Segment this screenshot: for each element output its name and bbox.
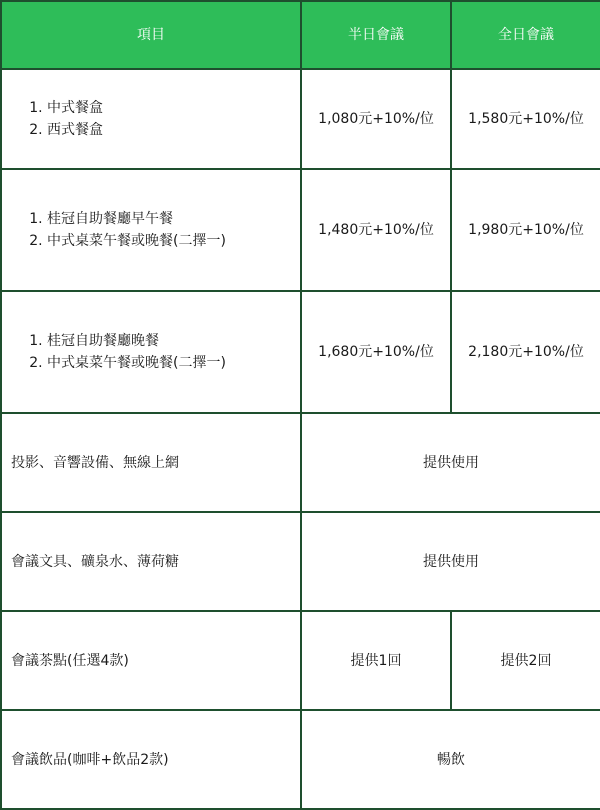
- meal-option-list: [11, 208, 299, 252]
- table-row: [1, 291, 600, 413]
- service-item: 會議飲品(咖啡+飲品2款): [1, 710, 301, 809]
- table-row: [1, 413, 600, 512]
- meal-option-cell: [1, 169, 301, 291]
- service-value: 提供使用: [301, 413, 600, 512]
- full-day-service-value: 提供2回: [451, 611, 600, 710]
- header-item: 項目: [1, 1, 301, 69]
- meal-option-list: [11, 330, 299, 374]
- table-row: [1, 611, 600, 710]
- full-day-price: 2,180元+10%/位: [451, 291, 600, 413]
- table-row: [1, 169, 600, 291]
- service-item: 會議茶點(任選4款): [1, 611, 301, 710]
- list-item: 1. 中式餐盒: [47, 97, 299, 119]
- list-item: 2. 中式桌菜午餐或晚餐(二擇一): [47, 230, 299, 252]
- full-day-price: 1,980元+10%/位: [451, 169, 600, 291]
- half-day-service-value: 提供1回: [301, 611, 451, 710]
- header-row: [1, 1, 600, 69]
- service-item: 會議文具、礦泉水、薄荷糖: [1, 512, 301, 611]
- meal-option-cell: [1, 291, 301, 413]
- table-row: [1, 512, 600, 611]
- table-row: [1, 69, 600, 169]
- meal-option-list: [11, 97, 299, 141]
- header-half-day: 半日會議: [301, 1, 451, 69]
- header-full-day: 全日會議: [451, 1, 600, 69]
- half-day-price: 1,680元+10%/位: [301, 291, 451, 413]
- service-item: 投影、音響設備、無線上網: [1, 413, 301, 512]
- list-item: 1. 桂冠自助餐廳晚餐: [47, 330, 299, 352]
- list-item: 2. 中式桌菜午餐或晚餐(二擇一): [47, 352, 299, 374]
- half-day-price: 1,080元+10%/位: [301, 69, 451, 169]
- list-item: 2. 西式餐盒: [47, 119, 299, 141]
- list-item: 1. 桂冠自助餐廳早午餐: [47, 208, 299, 230]
- table-row: [1, 710, 600, 809]
- service-value: 提供使用: [301, 512, 600, 611]
- full-day-price: 1,580元+10%/位: [451, 69, 600, 169]
- service-value: 暢飲: [301, 710, 600, 809]
- half-day-price: 1,480元+10%/位: [301, 169, 451, 291]
- meal-option-cell: [1, 69, 301, 169]
